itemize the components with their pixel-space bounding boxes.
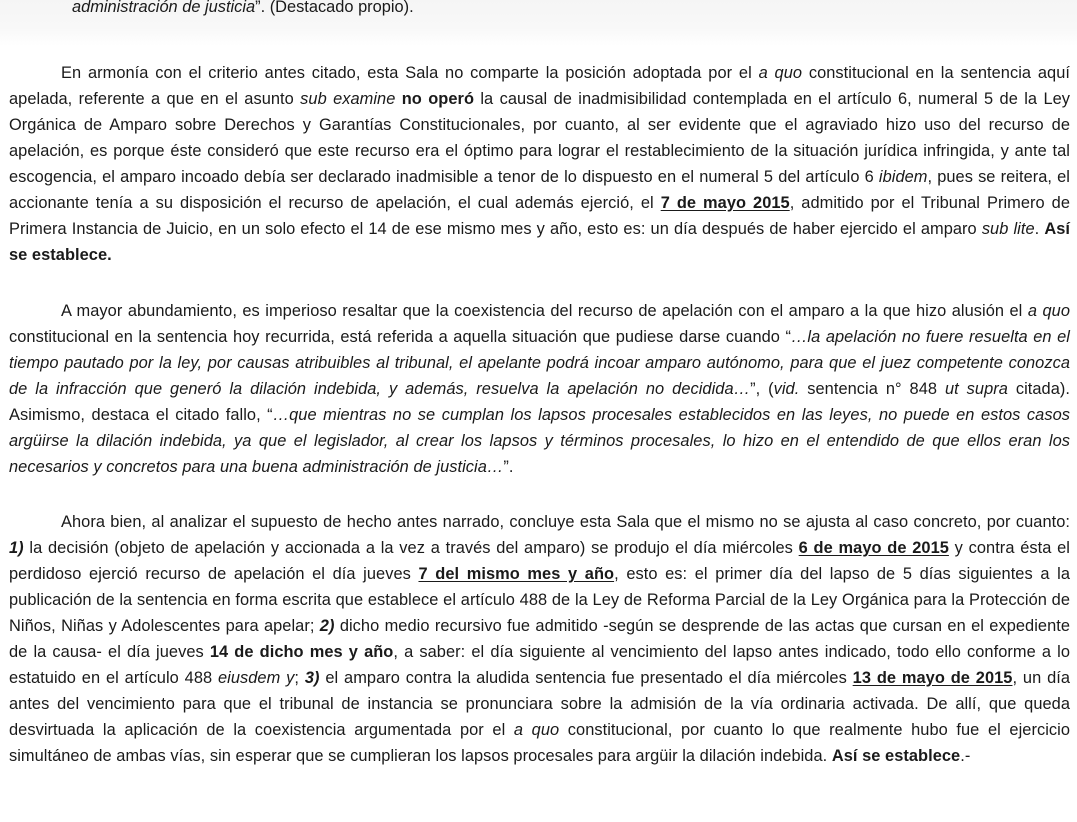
text-segment: ; <box>294 669 305 687</box>
text-segment: , a saber: el día siguiente al vencimiento del lapso antes indicado, todo ello conforme a lo estatuido en el artículo 488 <box>9 643 1070 687</box>
text-segment: 6 de mayo de 2015 <box>798 539 949 557</box>
previous-quote-ending <box>72 0 414 20</box>
text-segment: 7 de mayo 2015 <box>660 194 790 212</box>
text-segment: .- <box>960 747 971 765</box>
text-segment: …la apelación no fuere resuelta en el tiempo pautado por la ley, por causas atribuibles al tribunal, el apelante podrá incoar amparo autónomo, para que el juez competente conozca de la infracción que generó la dilación indebida, y además, resuelva la apelación no decidida… <box>9 328 1070 398</box>
text-segment: citada). Asimismo, destaca el citado fallo, “ <box>9 380 1070 424</box>
text-segment: Así se establece <box>831 747 961 765</box>
text-segment: , esto es: el primer día del lapso de 5 días siguientes a la publicación de la sentencia en forma escrita que establece el artículo 488 de la Ley de Reforma Parcial de la Ley Orgánica para la Protección de Niños, Niñas y Adolescentes para apelar; <box>9 565 1070 635</box>
text-segment: constitucional, por cuanto lo que realmente hubo fue el ejercicio simultáneo de ambas vías, sin esperar que se cumplieran los lapsos procesales para argüir la dilación indebida. <box>9 721 1070 765</box>
text-segment: A mayor abundamiento, es imperioso resaltar que la coexistencia del recurso de apelación con el amparo a la que hizo alusión el <box>61 302 1028 320</box>
text-segment: eiusdem y <box>218 669 295 687</box>
text-segment: el amparo contra la aludida sentencia fue presentado el día miércoles <box>319 669 853 687</box>
paragraph-armonia <box>9 60 1070 268</box>
text-segment: ”. <box>503 458 514 476</box>
text-segment: a quo <box>513 721 560 739</box>
text-segment: 3) <box>304 669 320 687</box>
text-segment: sub examine <box>300 90 396 108</box>
text-segment: ibidem <box>878 168 928 186</box>
text-segment: 1) <box>9 539 24 557</box>
text-segment: y contra ésta el perdidoso ejerció recurso de apelación el día jueves <box>9 539 1070 583</box>
text-segment: constitucional en la sentencia hoy recurrida, está referida a aquella situación que pudiese darse cuando “ <box>9 328 791 346</box>
text-segment: 7 del mismo mes y año <box>418 565 615 583</box>
text-segment: 2) <box>319 617 335 635</box>
text-segment: 13 de mayo de 2015 <box>852 669 1013 687</box>
paragraph-ahora-bien <box>9 509 1070 769</box>
text-segment: dicho medio recursivo fue admitido -según se desprende de las actas que cursan en el expediente de la causa- el día jueves <box>9 617 1071 661</box>
text-segment: Así se establece. <box>9 220 1070 264</box>
text-segment: . <box>1034 220 1045 238</box>
text-segment: ”, ( <box>750 380 774 398</box>
text-segment: ut supra <box>944 380 1008 398</box>
text-segment: a quo <box>1027 302 1070 320</box>
text-segment: En armonía con el criterio antes citado, esta Sala no comparte la posición adoptada por el <box>61 64 759 82</box>
text-segment: Ahora bien, al analizar el supuesto de hecho antes narrado, concluye esta Sala que el mismo no se ajusta al caso concreto, por cuanto: <box>61 513 1070 531</box>
text-segment: no operó <box>401 90 475 108</box>
quote-closing-note: ”. (Destacado propio). <box>255 0 414 16</box>
text-segment: , un día antes del vencimiento para que el tribunal de instancia se pronunciara sobre la admisión de la vía ordinaria activada. De allí, que queda desvirtuada la aplicación de la coexistencia argumentada por el <box>9 669 1071 739</box>
text-segment: a quo <box>758 64 803 82</box>
text-segment: vid. <box>773 380 800 398</box>
text-segment: , admitido por el Tribunal Primero de Primera Instancia de Juicio, en un solo efecto el 14 de ese mismo mes y año, esto es: un día después de haber ejercido el amparo <box>9 194 1071 238</box>
text-segment: , pues se reitera, el accionante tenía a su disposición el recurso de apelación, el cual además ejerció, el <box>9 168 1070 212</box>
text-segment: 14 de dicho mes y año <box>209 643 394 661</box>
quote-fragment: administración de justicia <box>72 0 256 16</box>
text-segment: la causal de inadmisibilidad contemplada en el artículo 6, numeral 5 de la Ley Orgánica de Amparo sobre Derechos y Garantías Constitucionales, por cuanto, al ser evidente que el agraviado hizo uso del recurso de apelación, es porque éste consideró que este recurso era el óptimo para lograr el restablecimiento de la situación jurídica infringida, y ante tal escogencia, el amparo incoado debía ser declarado inadmisible a tenor de lo dispuesto en el numeral 5 del artículo 6 <box>9 90 1071 186</box>
text-segment: sentencia n° 848 <box>799 380 945 398</box>
text-segment: constitucional en la sentencia aquí apelada, referente a que en el asunto <box>9 64 1070 108</box>
paragraph-mayor-abundamiento <box>9 298 1070 480</box>
text-segment: …que mientras no se cumplan los lapsos procesales establecidos en las leyes, no puede en estos casos argüirse la dilación indebida, ya que el legislador, al crear los lapsos y términos procesales, lo hizo en el entendido de que ellos eran los necesarios y concretos para una buena administración de justicia… <box>9 406 1070 476</box>
text-segment: la decisión (objeto de apelación y accionada a la vez a través del amparo) se produjo el día miércoles <box>23 539 799 557</box>
text-segment: sub lite <box>981 220 1035 238</box>
